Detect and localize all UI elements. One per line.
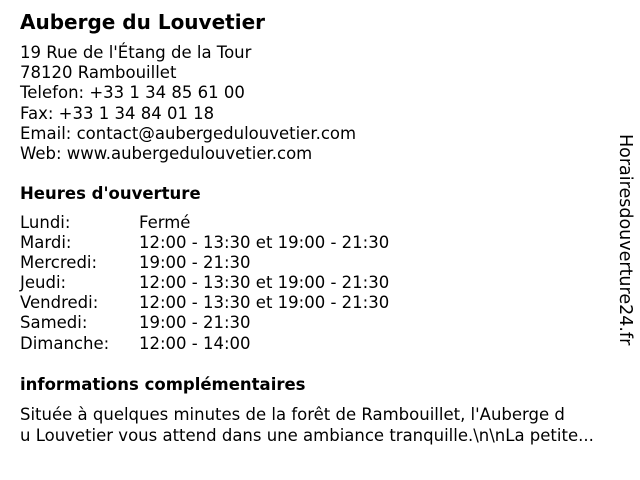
opening-hours-table [20, 213, 389, 354]
hours-row-saturday [20, 313, 389, 333]
contact-block [20, 43, 356, 164]
hours-row-sunday [20, 334, 389, 354]
hours-row-friday [20, 293, 389, 313]
email-address: Email: contact@aubergedulouvetier.com [20, 123, 357, 143]
hours-time: 12:00 - 13:30 et 19:00 - 21:30 [139, 233, 390, 253]
fax-number: Fax: +33 1 34 84 01 18 [20, 103, 215, 123]
site-watermark: Horairesdouverture24.fr [615, 134, 635, 346]
hours-time: 19:00 - 21:30 [139, 253, 251, 273]
hours-row-wednesday [20, 253, 389, 273]
address-city: 78120 Rambouillet [20, 63, 177, 83]
hours-row-thursday [20, 273, 389, 293]
hours-day: Mardi: [20, 233, 72, 253]
hours-day: Vendredi: [20, 293, 99, 313]
opening-hours-heading: Heures d'ouverture [20, 184, 201, 203]
hours-time: Fermé [139, 213, 191, 232]
description-line: Située à quelques minutes de la forêt de Rambouillet, l'Auberge d [20, 405, 565, 424]
hours-row-monday [20, 213, 389, 233]
hours-time: 12:00 - 14:00 [139, 333, 251, 353]
description-line: u Louvetier vous attend dans une ambiance tranquille.\n\nLa petite... [20, 426, 594, 445]
hours-time: 12:00 - 13:30 et 19:00 - 21:30 [139, 293, 390, 313]
address-street: 19 Rue de l'Étang de la Tour [20, 43, 252, 62]
phone-number: Telefon: +33 1 34 85 61 00 [20, 83, 245, 103]
hours-day: Dimanche: [20, 333, 110, 353]
hours-time: 12:00 - 13:30 et 19:00 - 21:30 [139, 273, 390, 293]
hours-day: Jeudi: [20, 273, 67, 293]
website-address: Web: www.aubergedulouvetier.com [20, 143, 313, 163]
additional-info-heading: informations complémentaires [20, 375, 306, 394]
business-name: Auberge du Louvetier [20, 10, 265, 34]
hours-day: Lundi: [20, 213, 71, 232]
hours-day: Samedi: [20, 313, 88, 333]
hours-row-tuesday [20, 233, 389, 253]
hours-day: Mercredi: [20, 253, 98, 273]
hours-time: 19:00 - 21:30 [139, 313, 251, 333]
description-text [20, 404, 632, 446]
